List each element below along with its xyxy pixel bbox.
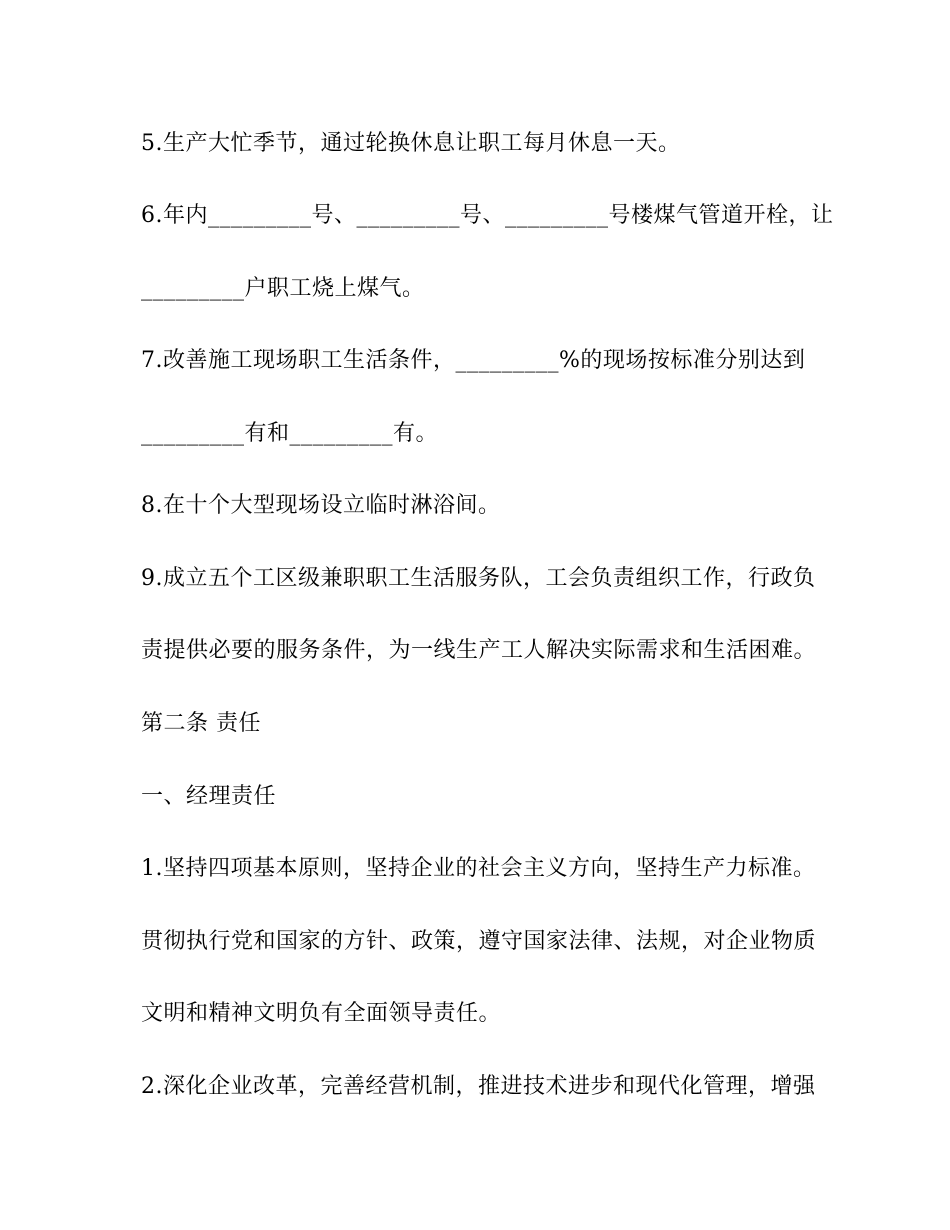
paragraph-line: 责提供必要的服务条件，为一线生产工人解决实际需求和生活困难。: [141, 638, 817, 663]
paragraph-line: 1.坚持四项基本原则，坚持企业的社会主义方向，坚持生产力标准。: [141, 856, 816, 881]
paragraph-line: 9.成立五个工区级兼职职工生活服务队，工会负责组织工作，行政负: [141, 566, 816, 591]
paragraph-line: 贯彻执行党和国家的方针、政策，遵守国家法律、法规，对企业物质: [141, 929, 817, 954]
paragraph-line: 5.生产大忙季节，通过轮换休息让职工每月休息一天。: [141, 131, 681, 156]
paragraph-line: 6.年内_________号、_________号、_________号楼煤气管道开栓，让: [141, 203, 834, 228]
paragraph-line: 文明和精神文明负有全面领导责任。: [141, 1001, 502, 1026]
subsection-heading: 一、经理责任: [141, 784, 277, 809]
paragraph-line: _________有和_________有。: [141, 421, 439, 446]
paragraph-line: 2.深化企业改革，完善经营机制，推进技术进步和现代化管理，增强: [141, 1074, 816, 1099]
paragraph-line: 8.在十个大型现场设立临时淋浴间。: [141, 493, 501, 518]
paragraph-line: 7.改善施工现场职工生活条件，_________%的现场按标准分别达到: [141, 348, 806, 373]
paragraph-line: _________户职工烧上煤气。: [141, 276, 425, 301]
section-heading: 第二条 责任: [141, 711, 261, 736]
